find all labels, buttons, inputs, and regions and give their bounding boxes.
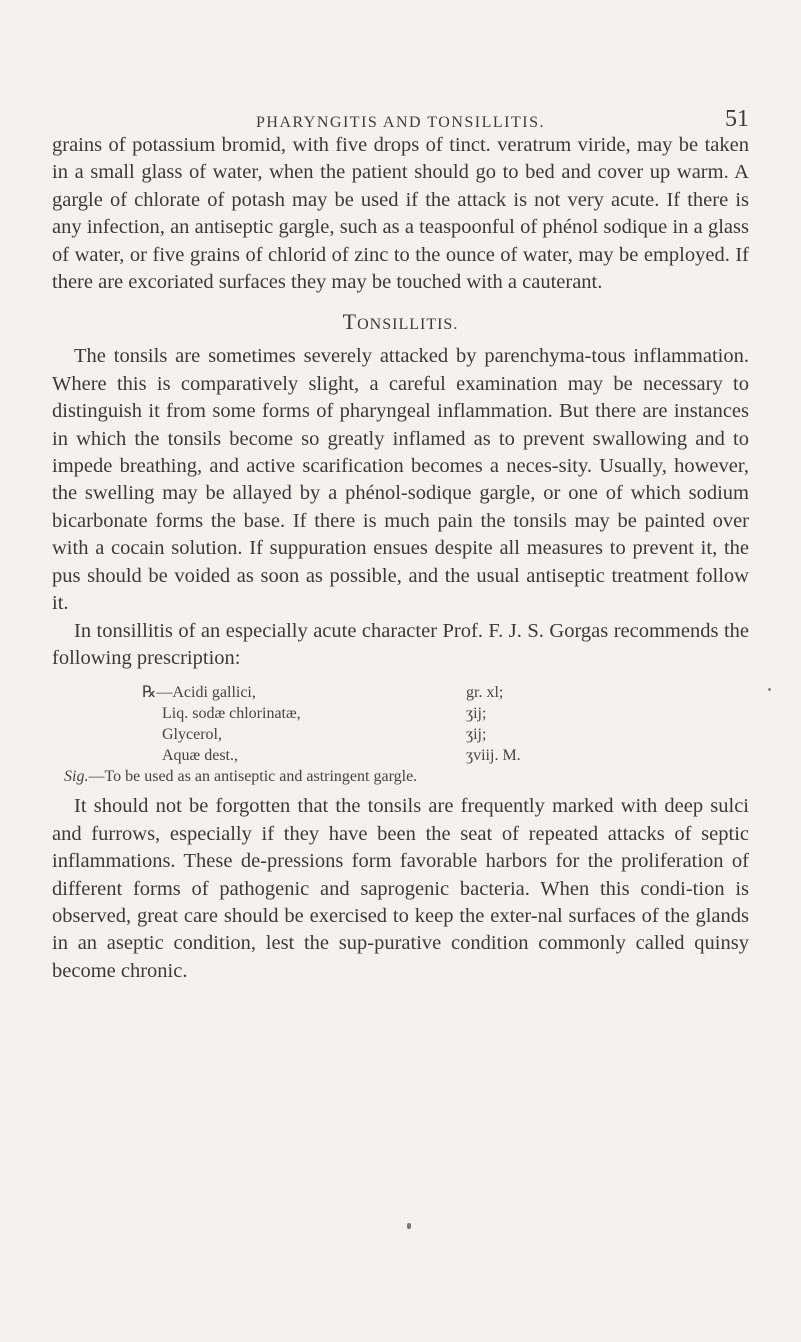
- section-heading-tonsillitis: [52, 306, 749, 341]
- prescription-quantity: ʒij;: [466, 726, 487, 744]
- paragraph-potassium-bromid: grains of potassium bromid, with five drops of tinct. veratrum viride, may be taken in a small glass of water, when the patient should go to bed and cover up warm. A gargle of chlorate of potash may be used if the attack is not very acute. If there is any infection, an antiseptic gargle, such as a teaspoonful of phénol sodique in a glass of water, or five grains of chlorid of zinc to the ounce of water, may be employed. If there are excoriated surfaces they may be touched with a cauterant.: [52, 134, 749, 294]
- prescription-block: [52, 682, 749, 787]
- prescription-ingredient: Liq. sodæ chlorinatæ,: [162, 705, 301, 723]
- print-speck: [768, 688, 771, 691]
- section-heading-rest: ONSILLITIS.: [357, 316, 459, 334]
- prescription-ingredient: Glycerol,: [162, 726, 222, 744]
- print-speck: [407, 1223, 411, 1229]
- running-title: PHARYNGITIS AND TONSILLITIS.: [256, 114, 545, 131]
- signa-text: —To be used as an antiseptic and astringent gargle.: [88, 768, 418, 786]
- prescription-row: [52, 745, 749, 766]
- prescription-row: [52, 724, 749, 745]
- prescription-ingredient: Aquæ dest.,: [162, 747, 238, 765]
- prescription-quantity: ʒviij. M.: [466, 747, 521, 765]
- paragraph-tonsil-sulci: It should not be forgotten that the tonsils are frequently marked with deep sulci and furrows, especially if they have been the seat of repeated attacks of septic inflammations. These de-pressions form favorable harbors for the proliferation of different forms of pathogenic and saprogenic bacteria. When this condi-tion is observed, great care should be exercised to keep the exter-nal surfaces of the glands in an aseptic condition, lest the sup-purative condition commonly called quinsy become chronic.: [52, 795, 749, 982]
- running-head: [52, 100, 749, 132]
- paragraph-tonsils-inflammation: The tonsils are sometimes severely attacked by parenchyma-tous inflammation. Where this is comparatively slight, a careful examination may be necessary to distinguish it from some forms of pharyngeal inflammation. But there are instances in which the tonsils become so greatly inflamed as to prevent swallowing and to impede breathing, and active scarification becomes a neces-sity. Usually, however, the swelling may be allayed by a phénol-sodique gargle, or one of which sodium bicarbonate forms the base. If there is much pain the tonsils may be painted over with a cocain solution. If suppuration ensues despite all measures to prevent it, the pus should be voided as soon as possible, and the usual antiseptic treatment follow it.: [52, 345, 749, 615]
- page-number: 51: [725, 106, 749, 132]
- signa-label: Sig.: [64, 768, 89, 786]
- book-page: [52, 100, 749, 985]
- paragraph-gorgas-prescription: In tonsillitis of an especially acute character Prof. F. J. S. Gorgas recommends the following prescription:: [52, 619, 749, 669]
- prescription-row: [52, 703, 749, 724]
- prescription-quantity: ʒij;: [466, 705, 487, 723]
- prescription-ingredient: ℞—Acidi gallici,: [142, 684, 256, 702]
- prescription-row: [52, 682, 749, 703]
- prescription-quantity: gr. xl;: [466, 684, 504, 702]
- prescription-signa: [52, 766, 749, 787]
- section-heading-initial: T: [342, 309, 358, 335]
